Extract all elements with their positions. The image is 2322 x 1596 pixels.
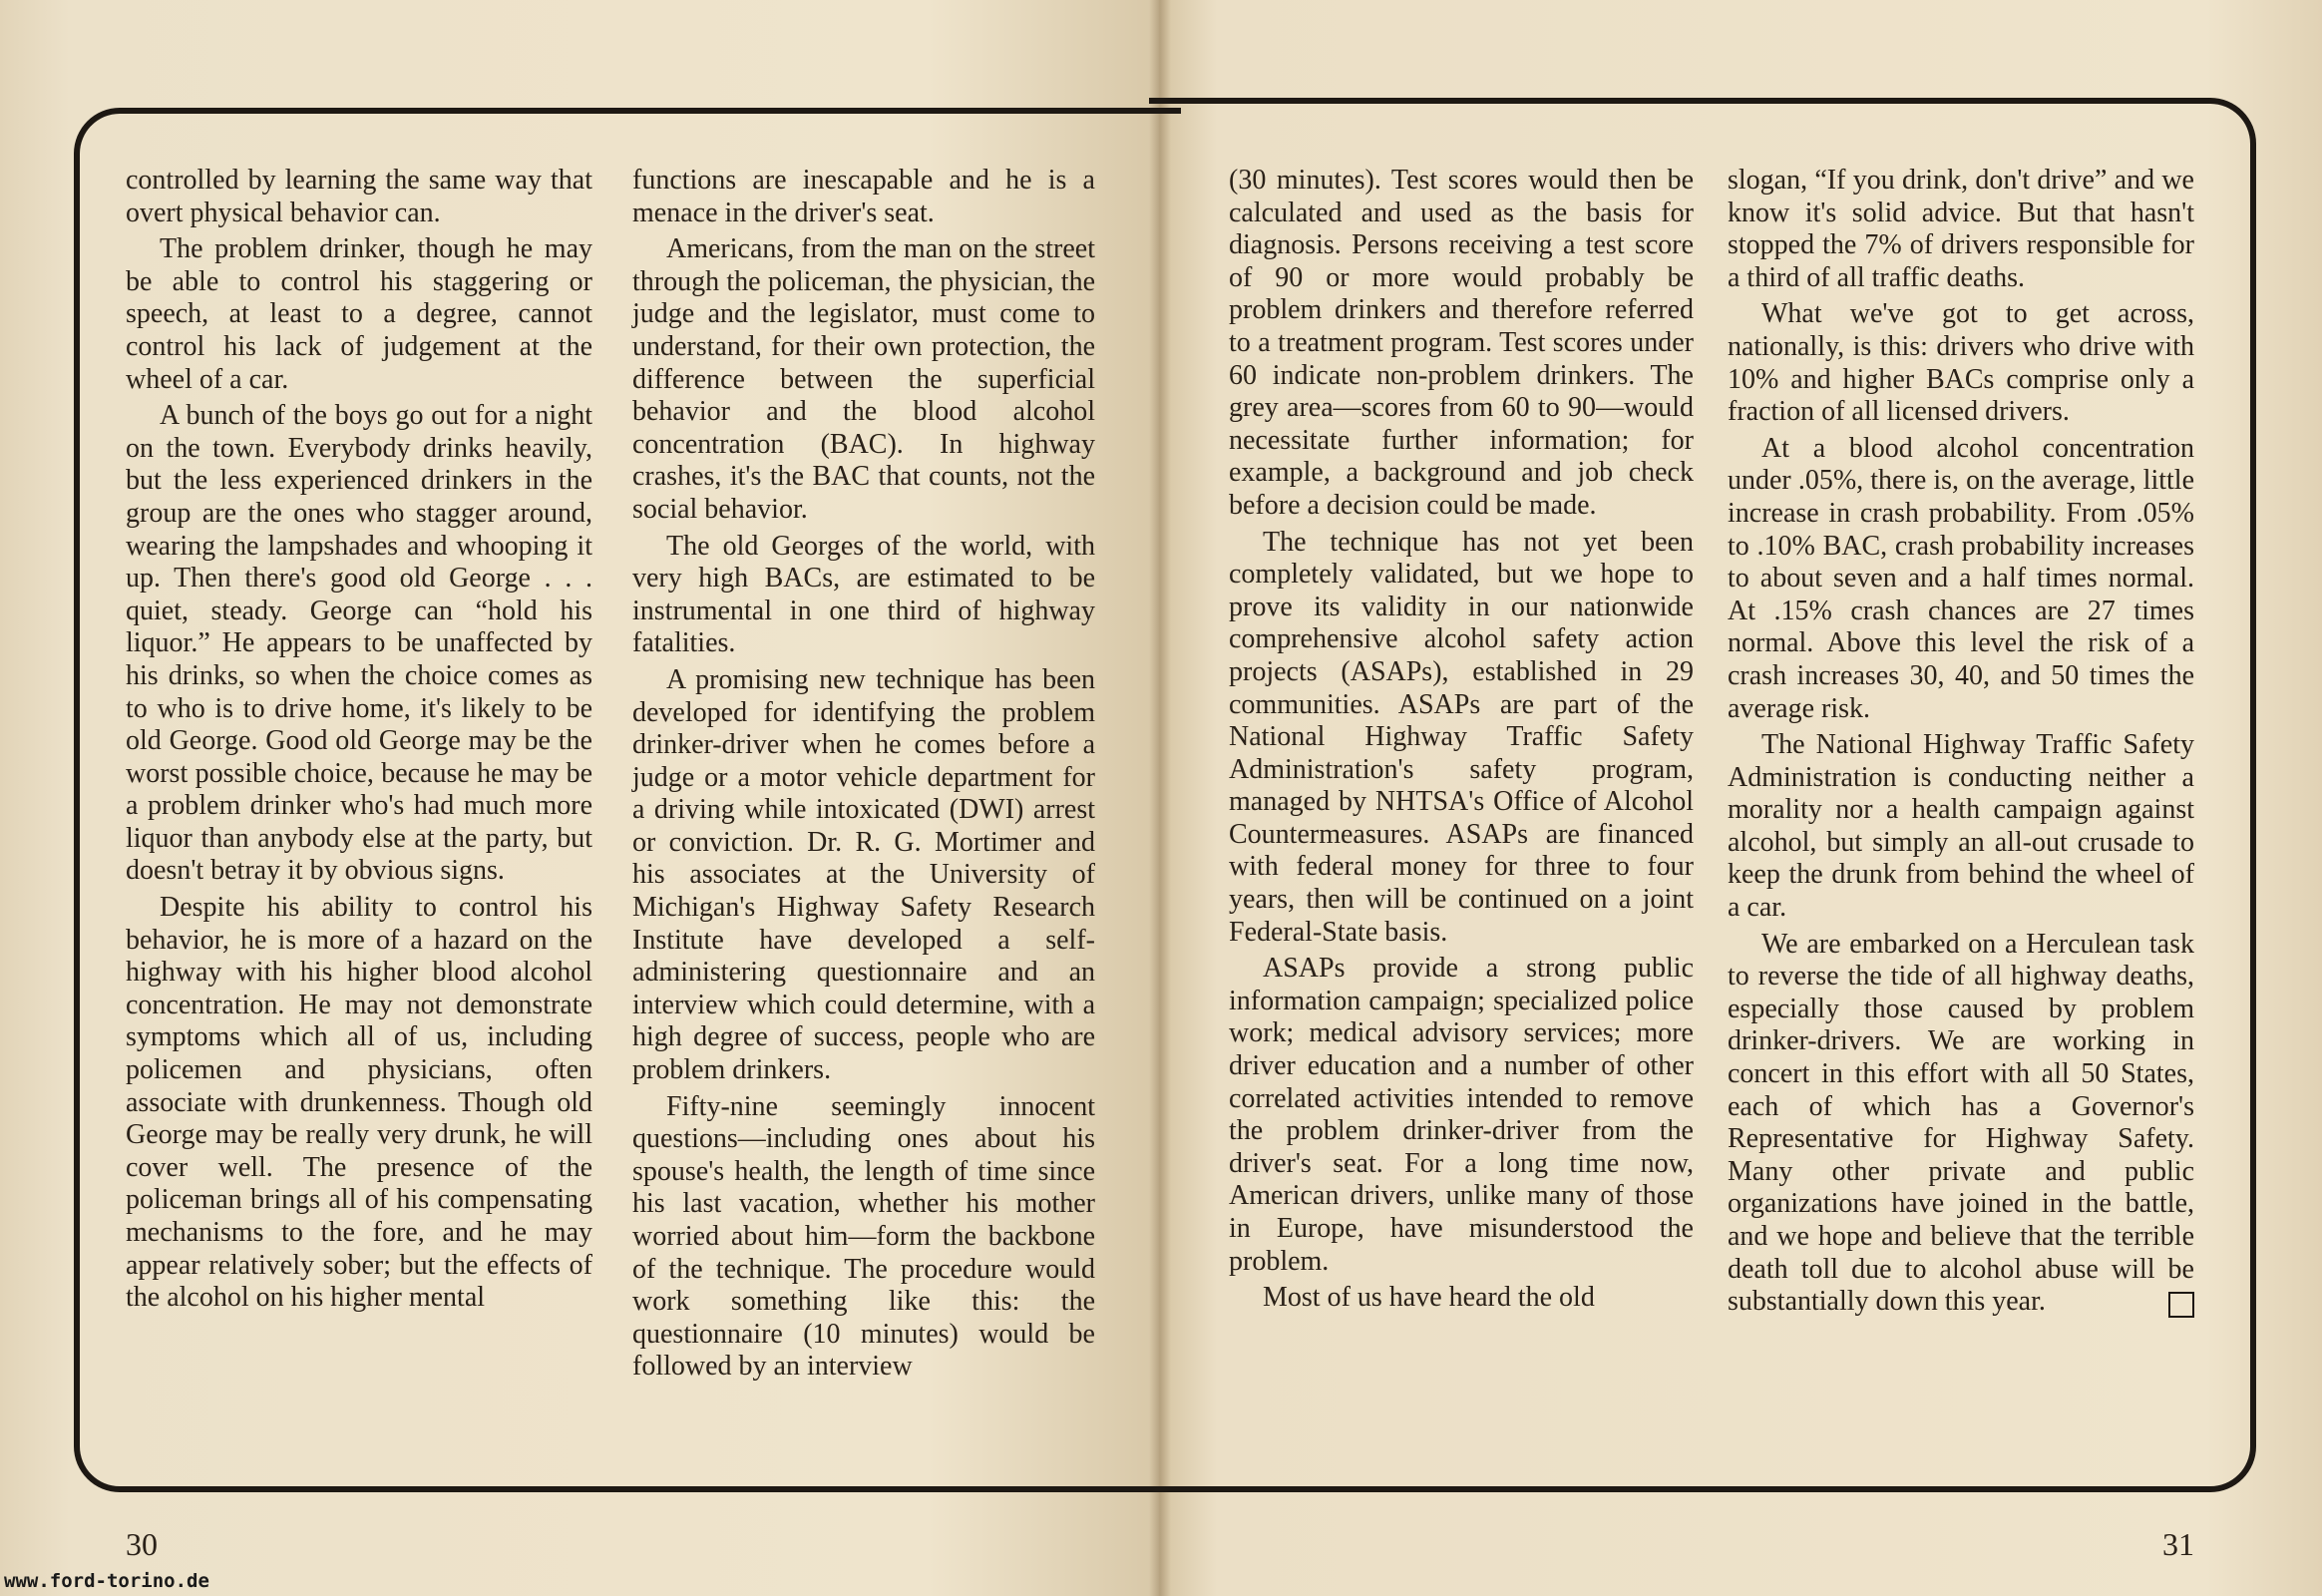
paragraph: The technique has not yet been completely validated, but we hope to prove its validity in our nationwide comprehensive alcohol safety action projects (ASAPs), established in 29 communities. ASAPs are part of the National Highway Traffic Safety Administration's safety program, managed by NHTSA's Office of Alcohol Countermeasures. ASAPs are financed with federal money for three to four years, then will be continued on a joint Federal-State basis. [1229,526,1694,948]
paragraph: A bunch of the boys go out for a night on the town. Everybody drinks heavily, but the less experienced drinkers in the group are the ones who stagger around, wearing the lampshades and whooping it up. Then there's good old George . . . quiet, steady. George can “hold his liquor.” He appears to be unaffected by his drinks, so when the choice comes as to who is to drive home, it's likely to be old George. Good old George may be the worst possible choice, because he may be a problem drinker who's had much more liquor than anybody else at the party, but doesn't betray it by obvious signs. [126,400,592,887]
text-column-1 [126,165,592,1319]
paragraph: ASAPs provide a strong public information campaign; specialized police work; medical advisory services; more driver education and a number of other correlated activities intended to remove the problem drinker-driver from the driver's seat. For a long time now, American drivers, unlike many of those in Europe, have misunderstood the problem. [1229,953,1694,1277]
paragraph: functions are inescapable and he is a menace in the driver's seat. [632,165,1095,228]
paragraph-final [1728,929,2194,1319]
paragraph-text: We are embarked on a Herculean task to reverse the tide of all highway deaths, especially those caused by problem drinker-drivers. We are working in concert in this effort with all 50 States, each of which has a Governor's Representative for Highway Safety. Many other private and public organizations have joined in the battle, and we hope and believe that the terrible death toll due to alcohol abuse will be substantially down this year. [1728,928,2194,1318]
paragraph: The old Georges of the world, with very high BACs, are estimated to be instrumental in one third of highway fatalities. [632,530,1095,659]
paragraph: Fifty-nine seemingly innocent questions—including ones about his spouse's health, the length of time since his last vacation, whether his mother worried about him—form the backbone of the technique. The procedure would work something like this: the questionnaire (10 minutes) would be followed by an interview [632,1090,1095,1383]
paragraph: Americans, from the man on the street through the policeman, the physician, the judge and the legislator, must come to understand, for their own protection, the difference between the superficial behavior and the blood alcohol concentration (BAC). In highway crashes, it's the BAC that counts, not the social behavior. [632,233,1095,525]
text-column-4 [1728,165,2194,1323]
paragraph: A promising new technique has been developed for identifying the problem drinker-driver when he comes before a judge or a motor vehicle department for a driving while intoxicated (DWI) arrest or conviction. Dr. R. G. Mortimer and his associates at the University of Michigan's Highway Safety Research Institute have developed a self-administering questionnaire and an interview which could determine, with a high degree of success, people who are problem drinkers. [632,663,1095,1086]
paragraph: The problem drinker, though he may be able to control his staggering or speech, at least to a degree, cannot control his lack of judgement at the wheel of a car. [126,233,592,395]
paragraph: controlled by learning the same way that overt physical behavior can. [126,165,592,228]
paragraph: What we've got to get across, nationally, is this: drivers who drive with 10% and higher BACs comprise only a fraction of all licensed drivers. [1728,298,2194,428]
paragraph: Most of us have heard the old [1263,1282,1595,1314]
page-number-left: 30 [126,1526,158,1562]
paragraph: Despite his ability to control his behavior, he is more of a hazard on the highway with his higher blood alcohol concentration. He may not demonstrate symptoms which all of us, including policemen and physicians, often associate with drunkenness. Though old George may be really very drunk, he will cover well. The presence of the policeman brings all of his compensating mechanisms to the fore, and he may appear relatively sober; but the effects of the alcohol on his higher mental [126,892,592,1314]
page-number-right: 31 [2162,1526,2194,1562]
paragraph: The National Highway Traffic Safety Administration is conducting neither a morality nor a health campaign against alcohol, but simply an all-out crusade to keep the drunk from behind the wheel of a car. [1728,729,2194,924]
paragraph: slogan, “If you drink, don't drive” and we know it's solid advice. But that hasn't stopped the 7% of drivers responsible for a third of all traffic deaths. [1728,165,2194,293]
paragraph: (30 minutes). Test scores would then be calculated and used as the basis for diagnosis. Persons receiving a test score of 90 or more would probably be problem drinkers and therefore referred to a treatment program. Test scores under 60 indicate non-problem drinkers. The grey area—scores from 60 to 90—would necessitate further information; for example, a background and job check before a decision could be made. [1229,165,1694,521]
paragraph: At a blood alcohol concentration under .05%, there is, on the average, little increase in crash probability. From .05% to .10% BAC, crash probability increases to about seven and a half times normal. At .15% crash chances are 27 times normal. Above this level the risk of a crash increases 30, 40, and 50 times the average risk. [1728,432,2194,724]
text-column-2 [632,165,1095,1388]
watermark: www.ford-torino.de [4,1570,209,1592]
text-column-3 [1229,165,1694,1319]
end-mark-icon [2168,1292,2194,1318]
